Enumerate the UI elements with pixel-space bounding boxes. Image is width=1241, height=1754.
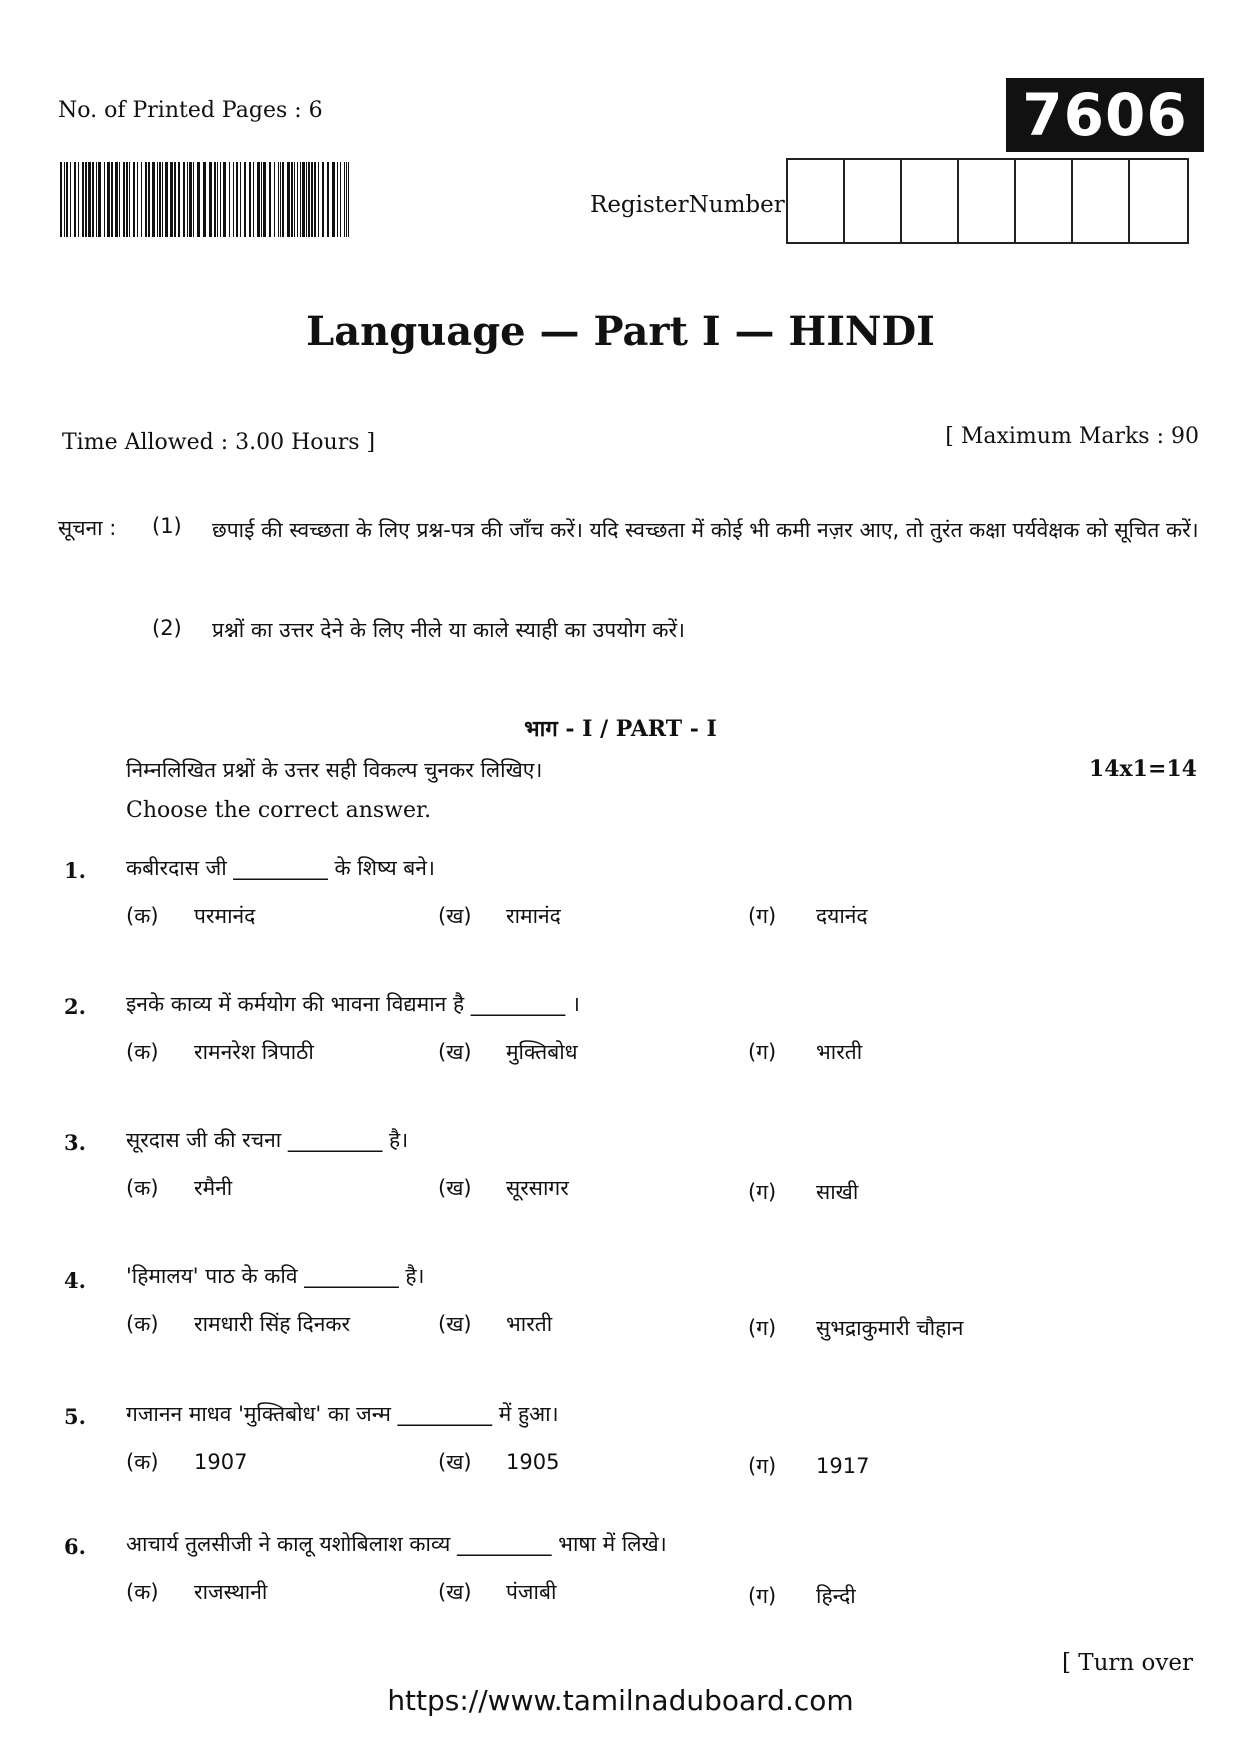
option-label: (क) xyxy=(126,1176,159,1200)
question-text: इनके काव्य में कर्मयोग की भावना विद्यमान है _________ । xyxy=(126,992,580,1016)
question-text: सूरदास जी की रचना _________ है। xyxy=(126,1128,409,1152)
option-text: रमैनी xyxy=(194,1176,233,1200)
option-text: रामानंद xyxy=(506,904,561,928)
part-heading: भाग - I / PART - I xyxy=(524,716,717,742)
question-number: 6. xyxy=(64,1534,86,1559)
instructions-label: सूचना : xyxy=(58,516,117,540)
option-label: (ख) xyxy=(438,1312,472,1336)
question-text: गजानन माधव 'मुक्तिबोध' का जन्म _________ में हुआ। xyxy=(126,1402,559,1426)
option-label: (ख) xyxy=(438,1450,472,1474)
option-a xyxy=(126,1038,314,1066)
option-c xyxy=(748,1452,869,1480)
option-text: 1917 xyxy=(816,1454,870,1478)
option-text: हिन्दी xyxy=(816,1584,856,1608)
option-label: (ग) xyxy=(748,1454,777,1478)
register-digit-box[interactable] xyxy=(902,160,959,242)
option-text: साखी xyxy=(816,1180,859,1204)
option-label: (क) xyxy=(126,1312,159,1336)
option-c xyxy=(748,1038,862,1066)
option-text: भारती xyxy=(816,1040,863,1064)
option-b xyxy=(438,902,561,930)
option-text: 1907 xyxy=(194,1450,248,1474)
option-label: (ख) xyxy=(438,1580,472,1604)
question-number: 2. xyxy=(64,994,86,1019)
option-label: (ग) xyxy=(748,1040,777,1064)
option-label: (क) xyxy=(126,904,159,928)
option-c xyxy=(748,902,868,930)
option-text: भारती xyxy=(506,1312,553,1336)
option-label: (ख) xyxy=(438,1176,472,1200)
option-c xyxy=(748,1314,963,1342)
maximum-marks: [ Maximum Marks : 90 xyxy=(945,424,1199,449)
option-label: (ख) xyxy=(438,904,472,928)
option-a xyxy=(126,1310,350,1338)
option-c xyxy=(748,1178,858,1206)
question-text: आचार्य तुलसीजी ने कालू यशोबिलाश काव्य _________ भाषा में लिखे। xyxy=(126,1532,667,1556)
register-digit-box[interactable] xyxy=(1016,160,1073,242)
option-b xyxy=(438,1038,578,1066)
option-text: सुभद्राकुमारी चौहान xyxy=(816,1316,964,1340)
printed-pages-count: No. of Printed Pages : 6 xyxy=(58,98,323,123)
register-number-label: RegisterNumber xyxy=(590,192,785,218)
option-label: (क) xyxy=(126,1580,159,1604)
directions-english: Choose the correct answer. xyxy=(126,798,432,823)
option-b xyxy=(438,1310,552,1338)
option-text: राजस्थानी xyxy=(194,1580,268,1604)
question-number: 4. xyxy=(64,1268,86,1293)
question-number: 5. xyxy=(64,1404,86,1429)
option-label: (ग) xyxy=(748,1584,777,1608)
instruction-text: छपाई की स्वच्छता के लिए प्रश्न-पत्र की जाँच करें। यदि स्वच्छता में कोई भी कमी नज़र आए, तो तुरंत कक्षा पर्यवेक्षक को सूचित करें। xyxy=(212,518,1199,542)
page-title: Language — Part I — HINDI xyxy=(306,308,935,355)
register-digit-box[interactable] xyxy=(1073,160,1130,242)
option-b xyxy=(438,1448,559,1476)
paper-code-badge: 7606 xyxy=(1006,78,1204,152)
option-b xyxy=(438,1174,569,1202)
option-label: (क) xyxy=(126,1040,159,1064)
directions-hindi: निम्नलिखित प्रश्नों के उत्तर सही विकल्प चुनकर लिखिए। xyxy=(126,758,543,782)
marks-scheme: 14x1=14 xyxy=(1088,756,1197,782)
barcode xyxy=(60,162,353,237)
option-label: (क) xyxy=(126,1450,159,1474)
option-text: परमानंद xyxy=(194,904,256,928)
option-a xyxy=(126,1578,267,1606)
option-label: (ग) xyxy=(748,904,777,928)
option-label: (ग) xyxy=(748,1180,777,1204)
register-digit-box[interactable] xyxy=(788,160,845,242)
option-text: मुक्तिबोध xyxy=(506,1040,578,1064)
register-number-boxes[interactable] xyxy=(786,158,1189,244)
option-label: (ग) xyxy=(748,1316,777,1340)
option-label: (ख) xyxy=(438,1040,472,1064)
question-text: 'हिमालय' पाठ के कवि _________ है। xyxy=(126,1264,425,1288)
option-text: सूरसागर xyxy=(506,1176,569,1200)
option-c xyxy=(748,1582,856,1610)
option-a xyxy=(126,902,255,930)
instruction-text: प्रश्नों का उत्तर देने के लिए नीले या काले स्याही का उपयोग करें। xyxy=(212,618,685,642)
register-digit-box[interactable] xyxy=(845,160,902,242)
website-link[interactable]: https://www.tamilnaduboard.com xyxy=(387,1684,854,1717)
register-digit-box[interactable] xyxy=(959,160,1016,242)
option-text: 1905 xyxy=(506,1450,560,1474)
option-a xyxy=(126,1448,247,1476)
instruction-number: (2) xyxy=(152,616,182,640)
question-text: कबीरदास जी _________ के शिष्य बने। xyxy=(126,856,435,880)
turn-over-note: [ Turn over xyxy=(1061,1650,1193,1676)
option-b xyxy=(438,1578,556,1606)
question-number: 3. xyxy=(64,1130,86,1155)
register-digit-box[interactable] xyxy=(1130,160,1187,242)
option-text: पंजाबी xyxy=(506,1580,557,1604)
option-text: रामनरेश त्रिपाठी xyxy=(194,1040,314,1064)
question-number: 1. xyxy=(64,858,86,883)
option-text: रामधारी सिंह दिनकर xyxy=(194,1312,351,1336)
option-a xyxy=(126,1174,232,1202)
time-allowed: Time Allowed : 3.00 Hours ] xyxy=(62,430,376,455)
instruction-number: (1) xyxy=(152,514,182,538)
option-text: दयानंद xyxy=(816,904,868,928)
